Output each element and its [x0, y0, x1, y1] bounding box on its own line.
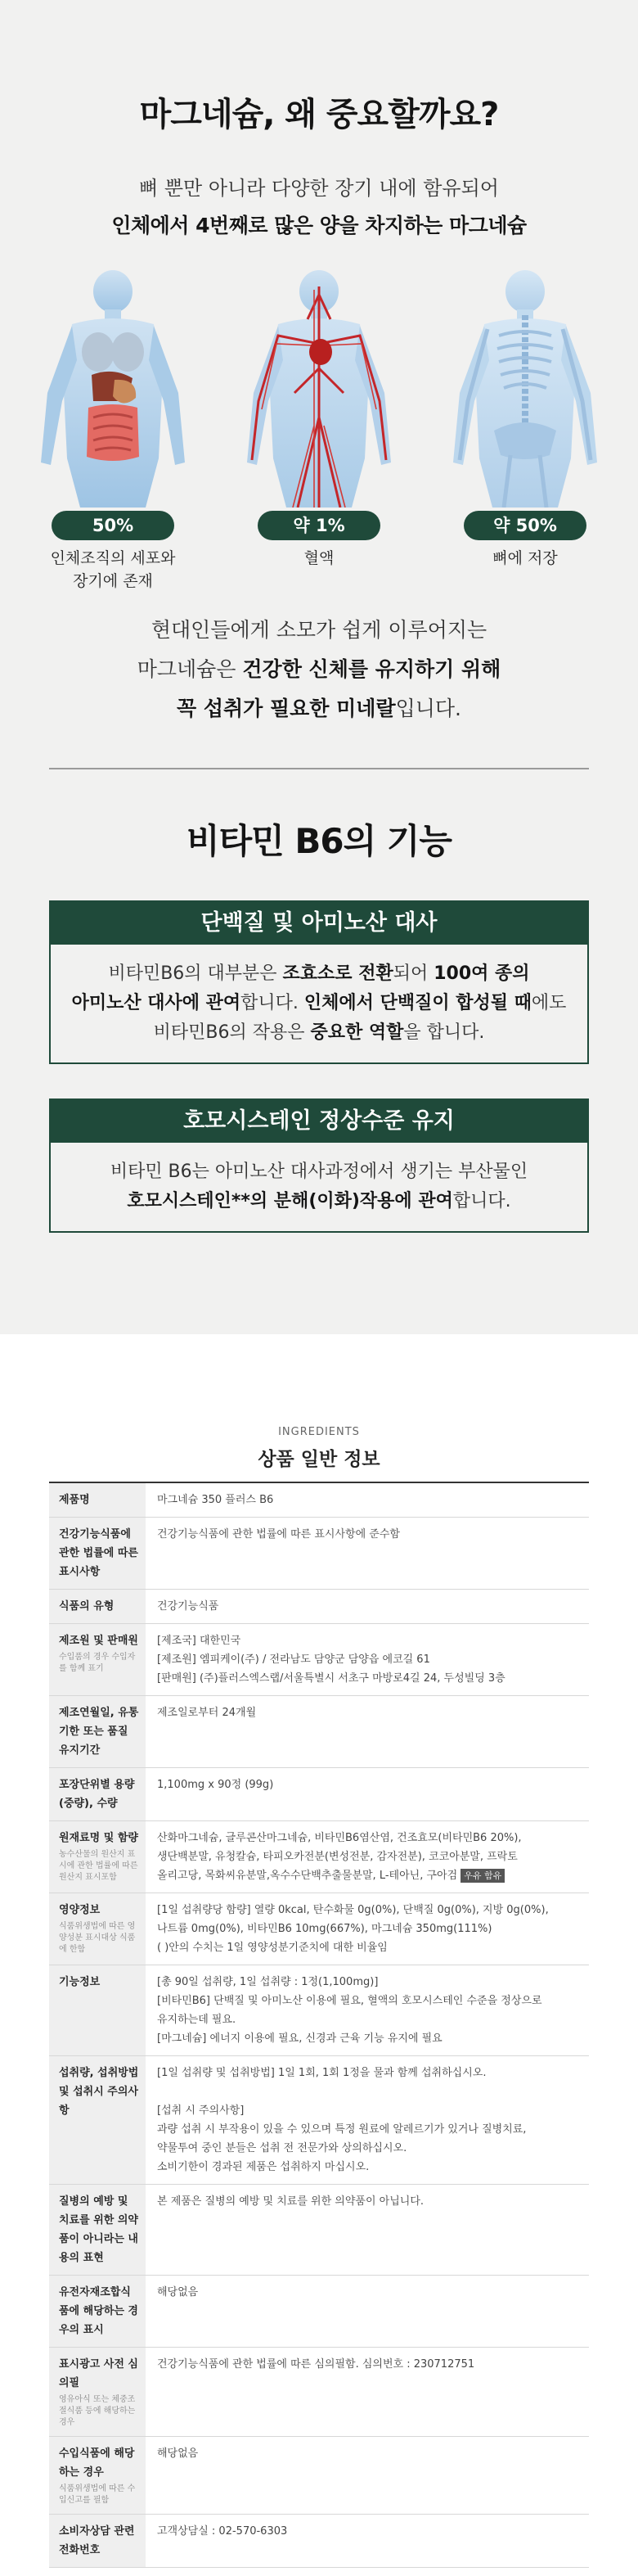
info-key-note: 수입품의 경우 수입자를 함께 표기 [59, 1653, 136, 1673]
info-table-row [49, 2056, 589, 2185]
info-value-cell [146, 1482, 589, 1518]
info-key-label: 유전자재조합식품에 해당하는 경우의 표시 [59, 2286, 138, 2336]
info-table-row [49, 1482, 589, 1518]
info-key-cell [49, 1768, 146, 1821]
info-value-line: [마그네슘] 에너지 이용에 필요, 신경과 근육 기능 유지에 필요 [157, 2032, 443, 2045]
body-organs-illustration [23, 270, 203, 508]
info-key-cell [49, 2437, 146, 2515]
info-key-cell [49, 1590, 146, 1624]
info-value-line: [제조원] 엠피케이(주) / 전라남도 담양군 담양읍 에코길 61 [157, 1653, 430, 1666]
info-table-row [49, 2437, 589, 2515]
stat-badge-cells: 50% [52, 511, 174, 540]
info-table-row [49, 2276, 589, 2348]
info-table-row [49, 2348, 589, 2437]
info-value-line: [제조국] 대한민국 [157, 1635, 241, 1647]
magnesium-subtitle-2: 인체에서 4번째로 많은 양을 차지하는 마그네슘 [111, 214, 527, 237]
modern-line-3b: 입니다. [395, 697, 462, 720]
body-blood-vessels-illustration [229, 270, 409, 508]
info-key-label: 건강기능식품에 관한 법률에 따른 표시사항 [59, 1528, 138, 1578]
info-value-cell [146, 1821, 589, 1893]
stat-badge-bone: 약 50% [464, 511, 586, 540]
info-value-line: 소비기한이 경과된 제품은 섭취하지 마십시오. [157, 2161, 370, 2173]
info-key-note: 영유아식 또는 체중조절식품 등에 해당하는 경우 [59, 2395, 136, 2427]
stat-label-cells [23, 547, 203, 593]
info-key-label: 표시광고 사전 심의필 [59, 2358, 138, 2389]
info-value-line: 약물투여 중인 분들은 섭취 전 전문가와 상의하십시오. [157, 2142, 407, 2154]
info-value-cell [146, 1624, 589, 1696]
info-value-cell [146, 1590, 589, 1624]
function-box-homocysteine-body [51, 1143, 587, 1231]
info-key-label: 포장단위별 용량(중량), 수량 [59, 1779, 135, 1810]
modern-line-2b: 건강한 신체를 유지하기 위해 [242, 657, 501, 681]
info-key-cell [49, 1821, 146, 1893]
info-value-line: 해당없음 [157, 2286, 199, 2299]
info-value-cell [146, 2348, 589, 2437]
info-key-cell [49, 2515, 146, 2568]
magnesium-title: 마그네슘, 왜 중요할까요? [139, 96, 499, 133]
protein-text-bold: 100여 종의 [434, 963, 530, 984]
info-value-line: 해당없음 [157, 2447, 199, 2460]
info-key-cell [49, 1965, 146, 2056]
product-info-table [49, 1482, 589, 2568]
info-key-label: 식품의 유형 [59, 1600, 115, 1613]
modern-line-1: 현대인들에게 소모가 쉽게 이루어지는 [151, 618, 487, 642]
info-value-line: 건강기능식품에 관한 법률에 따른 심의필함. 심의번호 : 230712751 [157, 2358, 475, 2371]
protein-text-bold: 조효소로 전환 [282, 963, 393, 984]
section-divider [49, 768, 589, 769]
info-table-row [49, 1624, 589, 1696]
info-value-line: 본 제품은 질병의 예방 및 치료를 위한 의약품이 아닙니다. [157, 2195, 425, 2208]
info-table-row [49, 1590, 589, 1624]
info-value-line: 건강기능식품에 관한 법률에 따른 표시사항에 준수함 [157, 1528, 400, 1541]
info-value-cell [146, 1768, 589, 1821]
info-value-line: [비타민B6] 단백질 및 아미노산 이용에 필요, 혈액의 호모시스테인 수준을 정상으로 [157, 1995, 542, 2007]
info-value-cell [146, 1893, 589, 1965]
info-value-line: 유지하는데 필요. [157, 2014, 236, 2026]
product-info-section [0, 1334, 638, 2576]
info-key-label: 소비자상담 관련 전화번호 [59, 2525, 135, 2556]
info-value-line: 과량 섭취 시 부작용이 있을 수 있으며 특정 원료에 알레르기가 있거나 질병치료, [157, 2123, 527, 2136]
info-table-row [49, 1821, 589, 1893]
function-box-protein-header: 단백질 및 아미노산 대사 [51, 902, 587, 945]
info-key-label: 제조원 및 판매원 [59, 1635, 138, 1647]
info-key-label: 기능정보 [59, 1976, 101, 1988]
homocysteine-text-bold: 호모시스테인**의 분해(이화)작용에 관여 [127, 1191, 453, 1211]
info-key-note: 농수산물의 원산지 표시에 관한 법률에 따른 원산지 표시포함 [59, 1850, 138, 1882]
product-info-title: 상품 일반 정보 [258, 1449, 380, 1470]
info-table-row [49, 1768, 589, 1821]
info-value-line: 1,100mg x 90정 (99g) [157, 1779, 274, 1791]
function-box-protein-body [51, 945, 587, 1062]
info-value-line: 건강기능식품 [157, 1600, 219, 1613]
homocysteine-text: 비타민 B6는 아미노산 대사과정에서 생기는 부산물인 [110, 1162, 528, 1182]
modern-line-3a: 꼭 섭취가 필요한 미네랄 [176, 697, 396, 720]
info-table-row [49, 1696, 589, 1768]
info-key-label: 제조연월일, 유통기한 또는 품질 유지기간 [59, 1707, 139, 1757]
info-value-line: 나트륨 0mg(0%), 비타민B6 10mg(667%), 마그네슘 350mg(111%) [157, 1923, 492, 1935]
modern-paragraph [0, 611, 638, 729]
protein-text: 비타민B6의 대부분은 [108, 963, 283, 984]
protein-text: 되어 [393, 963, 434, 984]
info-value-line: 마그네슘 350 플러스 B6 [157, 1494, 274, 1506]
info-value-line: [판매원] (주)플러스엑스랩/서울특별시 서초구 마방로4길 24, 두성빌딩 3층 [157, 1672, 505, 1685]
info-value-line: 올리고당, 목화씨유분말,옥수수단백추출물분말, L-테아닌, 구아검 [157, 1870, 461, 1882]
info-table-row [49, 1518, 589, 1590]
info-value-line: [총 90일 섭취량, 1일 섭취량 : 1정(1,100mg)] [157, 1976, 379, 1988]
info-key-note: 식품위생법에 따른 수입신고를 필함 [59, 2484, 136, 2505]
info-key-cell [49, 2185, 146, 2276]
info-value-cell [146, 1518, 589, 1590]
protein-text-bold: 인체에서 단백질이 합성될 때 [303, 993, 532, 1013]
info-key-label: 원재료명 및 함량 [59, 1832, 138, 1844]
info-key-note: 식품위생법에 따른 영양성분 표시대상 식품에 한함 [59, 1922, 136, 1954]
info-table-row [49, 2515, 589, 2568]
info-key-label: 수입식품에 해당하는 경우 [59, 2447, 135, 2479]
info-key-cell [49, 1518, 146, 1590]
vitamin-b6-title: 비타민 B6의 기능 [186, 821, 452, 861]
allergen-tag: 우유 함유 [461, 1869, 505, 1883]
info-key-cell [49, 1624, 146, 1696]
info-key-label: 질병의 예방 및 치료를 위한 의약품이 아니라는 내용의 표현 [59, 2195, 138, 2264]
protein-text: 을 합니다. [403, 1022, 485, 1043]
info-value-cell [146, 2056, 589, 2185]
info-value-line-wrap [157, 1866, 581, 1885]
info-key-cell [49, 1893, 146, 1965]
info-value-line: [섭취 시 주의사항] [157, 2105, 245, 2117]
info-table-row [49, 1893, 589, 1965]
protein-text: 합니다. [240, 993, 304, 1013]
info-key-cell [49, 1482, 146, 1518]
info-key-cell [49, 1696, 146, 1768]
info-value-line: [1일 섭취량당 함량] 열량 0kcal, 탄수화물 0g(0%), 단백질 0g(0%), 지방 0g(0%), [157, 1904, 549, 1916]
stat-badge-blood: 약 1% [258, 511, 380, 540]
info-key-cell [49, 2348, 146, 2437]
magnesium-subtitle-1: 뼈 뿐만 아니라 다양한 장기 내에 함유되어 [139, 177, 499, 200]
protein-text-bold: 중요한 역할 [310, 1022, 404, 1043]
info-value-line: 고객상담실 : 02-570-6303 [157, 2525, 288, 2538]
info-key-label: 영양정보 [59, 1904, 101, 1916]
function-box-homocysteine [49, 1099, 589, 1233]
stat-label-cells-line1: 인체조직의 세포와 [50, 549, 176, 567]
stat-label-cells-line2: 장기에 존재 [73, 572, 153, 590]
info-value-cell [146, 2437, 589, 2515]
stat-label-blood: 혈액 [303, 549, 335, 567]
info-value-line: [1일 섭취량 및 섭취방법] 1일 1회, 1회 1정을 물과 함께 섭취하십시오. [157, 2067, 487, 2079]
homocysteine-text: 합니다. [452, 1191, 511, 1211]
info-value-cell [146, 2515, 589, 2568]
protein-text-bold: 아미노산 대사에 관여 [71, 993, 241, 1013]
function-box-protein [49, 900, 589, 1064]
modern-line-2a: 마그네슘은 [137, 657, 243, 681]
stat-label-bone: 뼈에 저장 [492, 549, 558, 567]
info-value-line [157, 2082, 581, 2101]
info-value-cell [146, 1965, 589, 2056]
ingredients-eyebrow: INGREDIENTS [278, 1426, 360, 1438]
info-value-line: 생단백분말, 유청칼슘, 타피오카전분(변성전분, 감자전분), 코코아분말, 프락토 [157, 1851, 518, 1863]
info-key-cell [49, 2276, 146, 2348]
protein-text: 에도 [531, 993, 567, 1013]
info-table-row [49, 1965, 589, 2056]
info-value-line: 산화마그네슘, 글루콘산마그네슘, 비타민B6염산염, 건조효모(비타민B6 20%), [157, 1832, 522, 1844]
info-value-line: 제조일로부터 24개월 [157, 1707, 257, 1719]
info-table-row [49, 2185, 589, 2276]
protein-text: 비타민B6의 작용은 [153, 1022, 311, 1043]
info-value-cell [146, 2276, 589, 2348]
info-value-line: ( )안의 수치는 1일 영양성분기준치에 대한 비율임 [157, 1942, 388, 1954]
info-value-cell [146, 1696, 589, 1768]
info-value-cell [146, 2185, 589, 2276]
body-skeleton-illustration [435, 270, 615, 508]
function-box-homocysteine-header: 호모시스테인 정상수준 유지 [51, 1100, 587, 1143]
info-key-label: 제품명 [59, 1494, 90, 1506]
info-key-cell [49, 2056, 146, 2185]
info-key-label: 섭취량, 섭취방법 및 섭취시 주의사항 [59, 2067, 139, 2117]
